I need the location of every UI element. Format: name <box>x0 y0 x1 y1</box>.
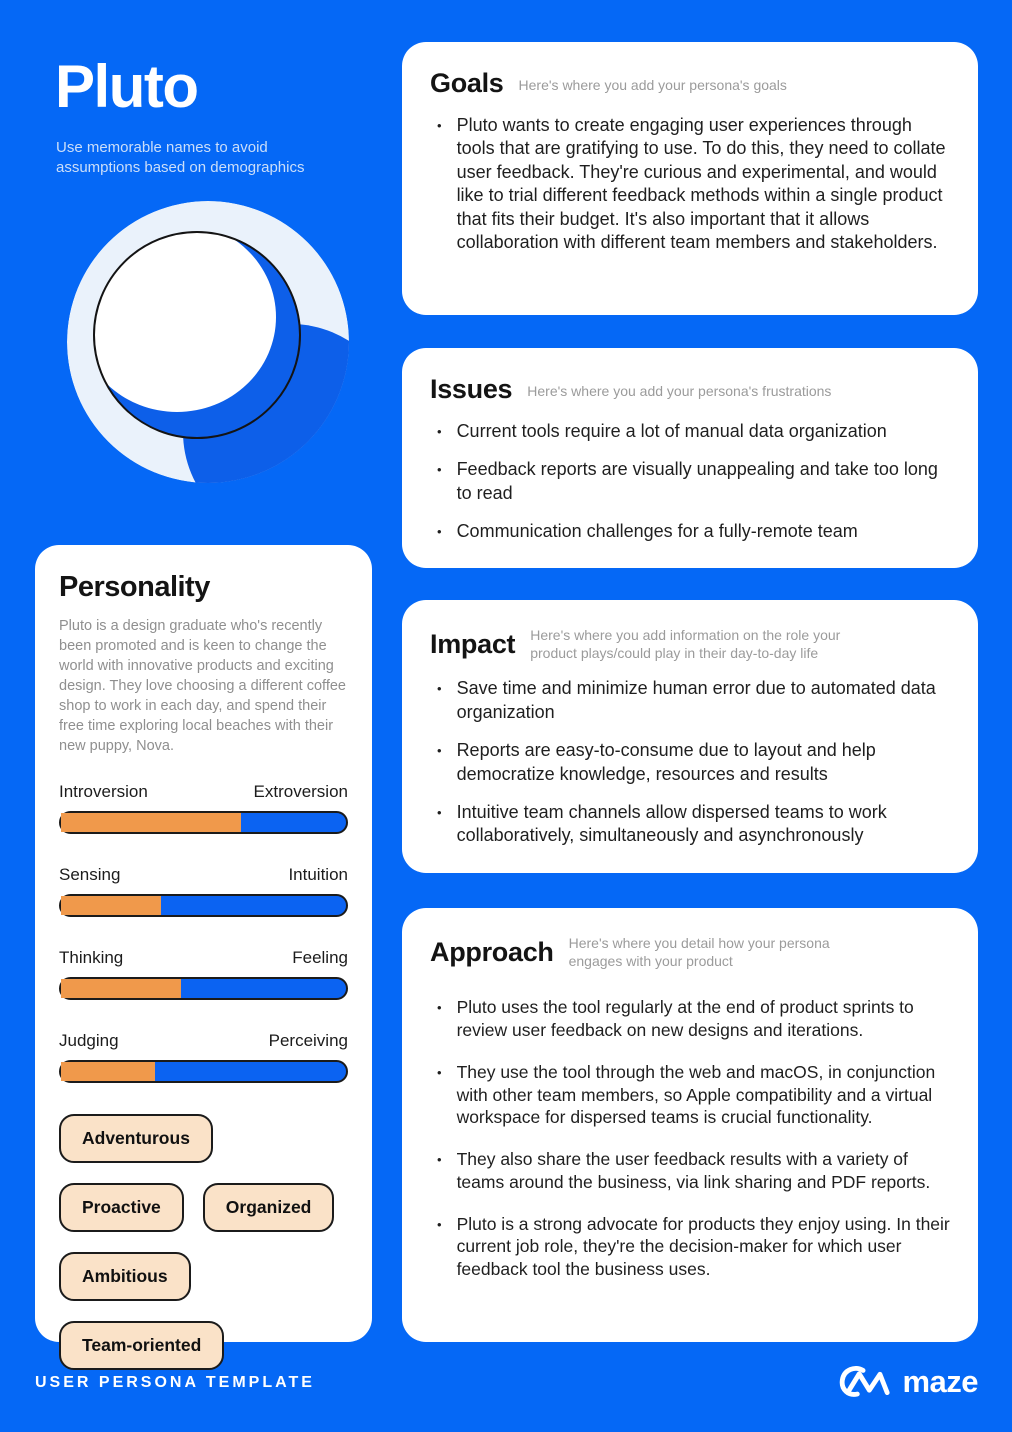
maze-wordmark: maze <box>902 1364 978 1399</box>
personality-slider <box>59 782 348 834</box>
bullet-icon: • <box>437 1000 442 1016</box>
approach-subtitle: Here's where you detail how your persona engages with your product <box>568 935 830 970</box>
list-item: • Pluto wants to create engaging user experiences through tools that are gratifying to use. To do this, they need to collate user feedback. They're curious and experimental, and would like to trial different feedback methods within a single product that fits their budget. It's also important that it allows collaboration with different team members and stakeholders. <box>430 114 950 254</box>
personality-description: Pluto is a design graduate who's recently been promoted and is keen to change the world with innovative products and exciting design. They love choosing a different coffee shop to work in each day, and spend their free time exploring local beaches with their new puppy, Nova. <box>59 618 346 754</box>
bullet-icon: • <box>437 743 442 759</box>
personality-tag: Adventurous <box>59 1114 213 1163</box>
list-item: • Intuitive team channels allow dispersed teams to work collaboratively, simultaneously and asynchronously <box>430 801 950 848</box>
personality-sliders <box>59 782 348 1083</box>
bullet-icon: • <box>437 1152 442 1168</box>
persona-name-hint: Use memorable names to avoid assumptions based on demographics <box>56 139 305 176</box>
slider-labels <box>59 948 348 968</box>
slider-track <box>59 811 348 834</box>
persona-avatar <box>62 196 354 488</box>
issues-title: Issues <box>430 374 513 404</box>
maze-logo[interactable] <box>838 1362 978 1402</box>
bullet-icon: • <box>437 118 442 133</box>
bullet-icon: • <box>437 462 442 478</box>
slider-fill <box>61 896 161 915</box>
personality-title: Personality <box>59 571 210 603</box>
personality-slider <box>59 948 348 1000</box>
personality-tag: Team-oriented <box>59 1321 224 1370</box>
list-item: • Reports are easy-to-consume due to layout and help democratize knowledge, resources and results <box>430 739 950 786</box>
slider-labels <box>59 1031 348 1051</box>
slider-fill <box>61 979 181 998</box>
issues-list <box>430 420 950 544</box>
personality-slider <box>59 1031 348 1083</box>
bullet-icon: • <box>437 424 442 439</box>
card-header <box>430 374 950 405</box>
slider-track <box>59 1060 348 1083</box>
list-item: • They use the tool through the web and macOS, in conjunction with other team members, so Apple compatibility and a virtual workspace for dispersed teams is crucial functionality. <box>437 1061 936 1128</box>
list-item: • Save time and minimize human error due to automated data organization <box>430 677 950 724</box>
bullet-icon: • <box>437 681 442 697</box>
slider-left-label: Thinking <box>59 948 124 967</box>
bullet-icon: • <box>437 1216 442 1232</box>
slider-left-label: Introversion <box>59 782 148 801</box>
slider-labels <box>59 865 348 885</box>
slider-right-label: Perceiving <box>268 1031 348 1050</box>
slider-fill <box>61 1062 155 1081</box>
goals-subtitle: Here's where you add your persona's goals <box>518 76 787 93</box>
slider-labels <box>59 782 348 802</box>
list-item: • Pluto uses the tool regularly at the end of product sprints to review user feedback on new designs and iterations. <box>437 997 914 1041</box>
planet-illustration-icon <box>62 196 354 488</box>
bullet-icon: • <box>437 1064 442 1080</box>
approach-title: Approach <box>430 936 554 967</box>
slider-track <box>59 977 348 1000</box>
personality-tag: Ambitious <box>59 1252 191 1301</box>
slider-left-label: Judging <box>59 1031 119 1050</box>
persona-name: Pluto <box>55 53 198 120</box>
footer-template-label: USER PERSONA TEMPLATE <box>35 1374 315 1391</box>
slider-track <box>59 894 348 917</box>
approach-card <box>402 908 978 1342</box>
approach-list <box>430 996 950 1281</box>
personality-tag: Organized <box>203 1183 335 1232</box>
personality-tags <box>59 1114 348 1370</box>
card-header <box>430 68 950 99</box>
slider-right-label: Extroversion <box>253 782 348 801</box>
impact-title: Impact <box>430 628 516 659</box>
maze-logo-icon <box>838 1362 892 1402</box>
personality-slider <box>59 865 348 917</box>
goals-list <box>430 114 950 254</box>
slider-right-label: Intuition <box>288 865 348 884</box>
slider-right-label: Feeling <box>292 948 348 967</box>
card-header <box>430 934 950 970</box>
card-header <box>430 626 950 662</box>
list-item: • Current tools require a lot of manual data organization <box>430 420 950 443</box>
goals-card <box>402 42 978 315</box>
bullet-icon: • <box>437 804 442 820</box>
bullet-icon: • <box>437 524 442 540</box>
goals-title: Goals <box>430 68 504 98</box>
impact-card <box>402 600 978 873</box>
personality-tag: Proactive <box>59 1183 184 1232</box>
slider-left-label: Sensing <box>59 865 121 884</box>
list-item: • They also share the user feedback results with a variety of teams around the business, via link sharing and PDF reports. <box>437 1149 931 1192</box>
list-item: • Feedback reports are visually unappealing and take too long to read <box>430 458 950 505</box>
personality-card <box>35 545 372 1355</box>
impact-list <box>430 677 950 847</box>
impact-subtitle: Here's where you add information on the role your product plays/could play in their day-to-day life <box>530 627 841 662</box>
issues-subtitle: Here's where you add your persona's frustrations <box>527 382 832 399</box>
slider-fill <box>61 813 241 832</box>
list-item: • Communication challenges for a fully-remote team <box>430 520 950 543</box>
issues-card <box>402 348 978 568</box>
list-item: • Pluto is a strong advocate for products they enjoy using. In their current job role, they're the decision-maker for which user feedback tool the business uses. <box>437 1213 950 1280</box>
